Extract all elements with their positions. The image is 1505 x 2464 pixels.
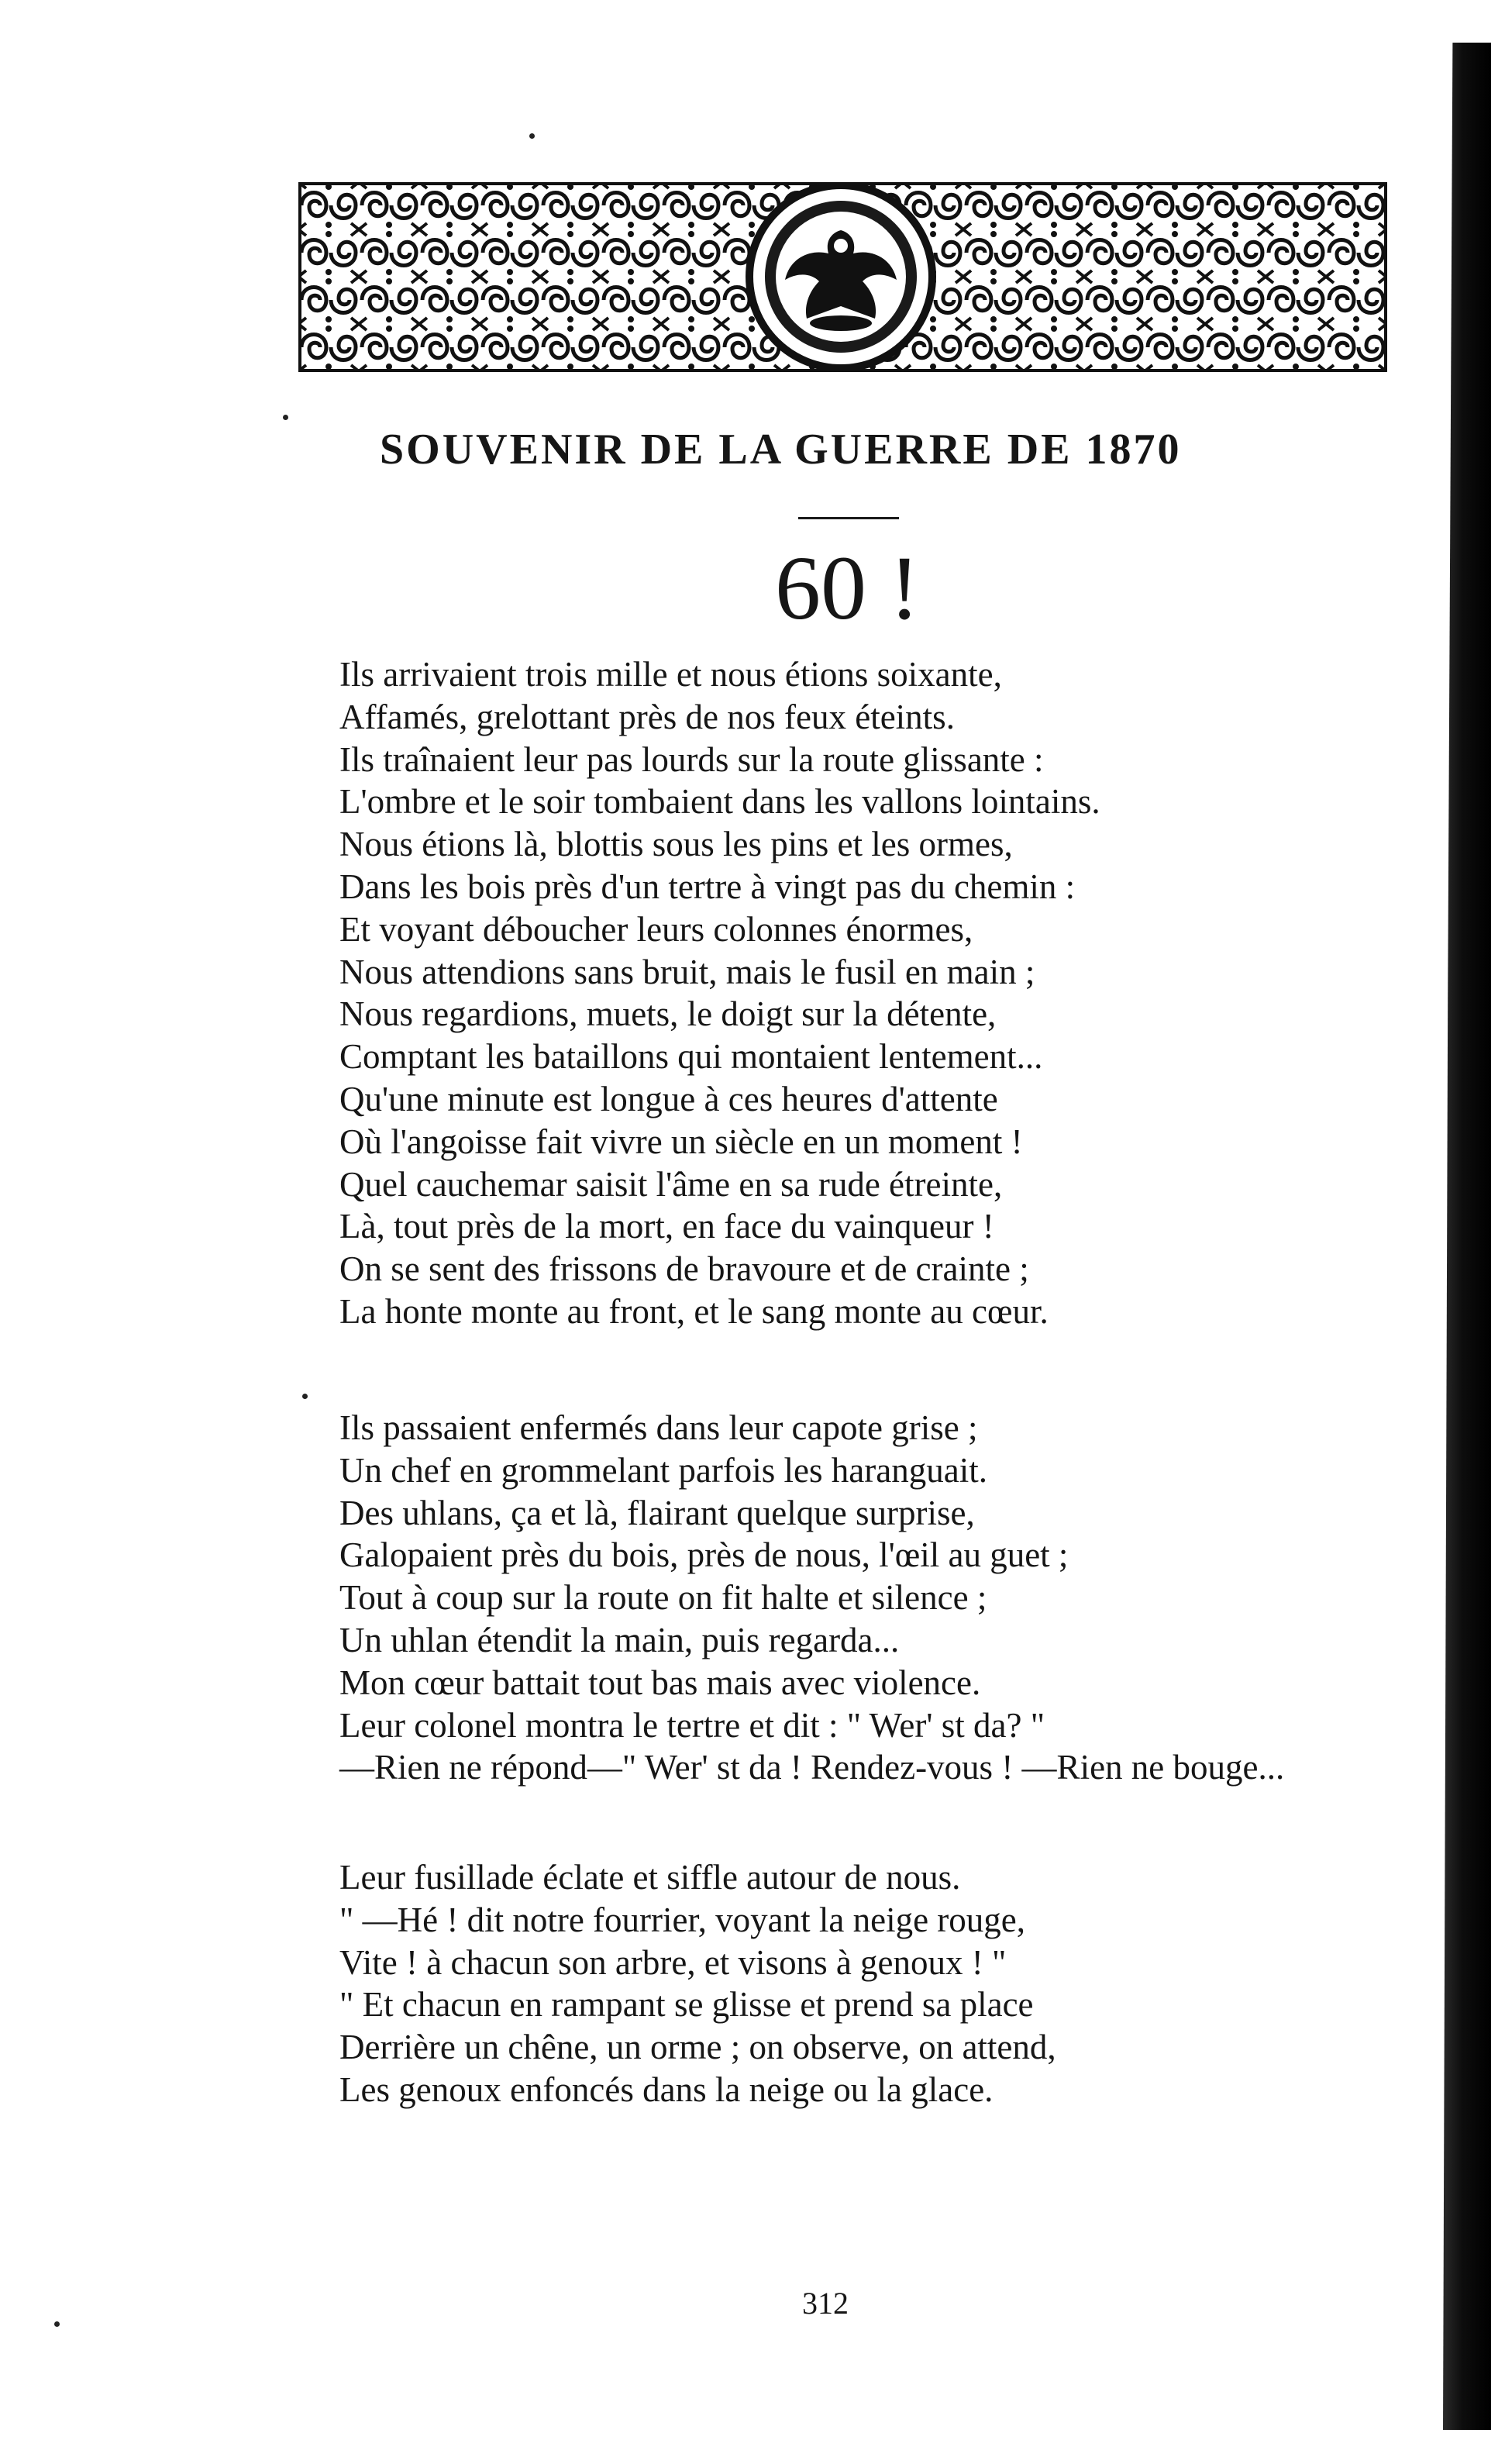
verse-line: Affamés, grelottant près de nos feux éteints. xyxy=(339,697,955,736)
speck xyxy=(54,2321,60,2327)
verse-line: " Et chacun en rampant se glisse et prend sa place xyxy=(339,1985,1034,2025)
speck xyxy=(529,133,535,139)
verse-line: Un uhlan étendit la main, puis regarda... xyxy=(339,1620,900,1659)
verse-line: Vite ! à chacun son arbre, et visons à genoux ! " xyxy=(339,1942,1007,1982)
verse-line: Un chef en grommelant parfois les haranguait. xyxy=(339,1450,987,1490)
binding-edge xyxy=(1443,43,1491,2430)
verse-line: Nous attendions sans bruit, mais le fusil en main ; xyxy=(339,952,1035,991)
verse-line: Tout à coup sur la route on fit halte et silence ; xyxy=(339,1578,987,1618)
verse-line: Ils arrivaient trois mille et nous étions soixante, xyxy=(339,655,1002,694)
speck xyxy=(302,1394,308,1399)
page-header-title: SOUVENIR DE LA GUERRE DE 1870 xyxy=(380,426,1182,474)
verse-line: On se sent des frissons de bravoure et de crainte ; xyxy=(339,1249,1029,1289)
verse-line: Ils passaient enfermés dans leur capote grise ; xyxy=(339,1408,978,1447)
verse-line: Qu'une minute est longue à ces heures d'attente xyxy=(339,1079,998,1118)
verse-line: La honte monte au front, et le sang monte au cœur. xyxy=(339,1291,1049,1331)
verse-line: " —Hé ! dit notre fourrier, voyant la neige rouge, xyxy=(339,1900,1026,1939)
page-number: 312 xyxy=(802,2286,849,2321)
verse-line: Leur colonel montra le tertre et dit : " Wer' st da? " xyxy=(339,1705,1045,1745)
verse-line: —Rien ne répond—" Wer' st da ! Rendez-vous ! —Rien ne bouge... xyxy=(339,1748,1285,1787)
title-divider xyxy=(798,517,899,519)
verse-line: Nous étions là, blottis sous les pins et les ormes, xyxy=(339,825,1013,864)
headband-ornament-icon xyxy=(298,182,1387,372)
stanza xyxy=(339,1856,1056,2111)
verse-line: Des uhlans, ça et là, flairant quelque surprise, xyxy=(339,1493,975,1532)
verse-line: Dans les bois près d'un tertre à vingt pas du chemin : xyxy=(339,867,1076,906)
verse-line: Leur fusillade éclate et siffle autour de nous. xyxy=(339,1858,961,1897)
verse-line: Les genoux enfoncés dans la neige ou la glace. xyxy=(339,2069,994,2109)
stanza xyxy=(339,653,1100,1333)
verse-line: Comptant les bataillons qui montaient lentement... xyxy=(339,1037,1043,1077)
verse-line: Galopaient près du bois, près de nous, l'œil au guet ; xyxy=(339,1535,1069,1575)
verse-line: Ils traînaient leur pas lourds sur la route glissante : xyxy=(339,739,1044,779)
verse-line: Nous regardions, muets, le doigt sur la détente, xyxy=(339,994,997,1034)
verse-line: Derrière un chêne, un orme ; on observe, on attend, xyxy=(339,2028,1056,2067)
verse-line: Et voyant déboucher leurs colonnes énormes, xyxy=(339,909,973,949)
verse-line: Où l'angoisse fait vivre un siècle en un moment ! xyxy=(339,1122,1023,1161)
verse-line: Quel cauchemar saisit l'âme en sa rude étreinte, xyxy=(339,1164,1003,1204)
stanza xyxy=(339,1407,1284,1789)
poem-title: 60 ! xyxy=(775,537,920,639)
speck xyxy=(283,415,288,420)
verse-line: L'ombre et le soir tombaient dans les vallons lointains. xyxy=(339,782,1100,822)
verse-line: Là, tout près de la mort, en face du vainqueur ! xyxy=(339,1207,994,1246)
verse-line: Mon cœur battait tout bas mais avec violence. xyxy=(339,1663,981,1702)
